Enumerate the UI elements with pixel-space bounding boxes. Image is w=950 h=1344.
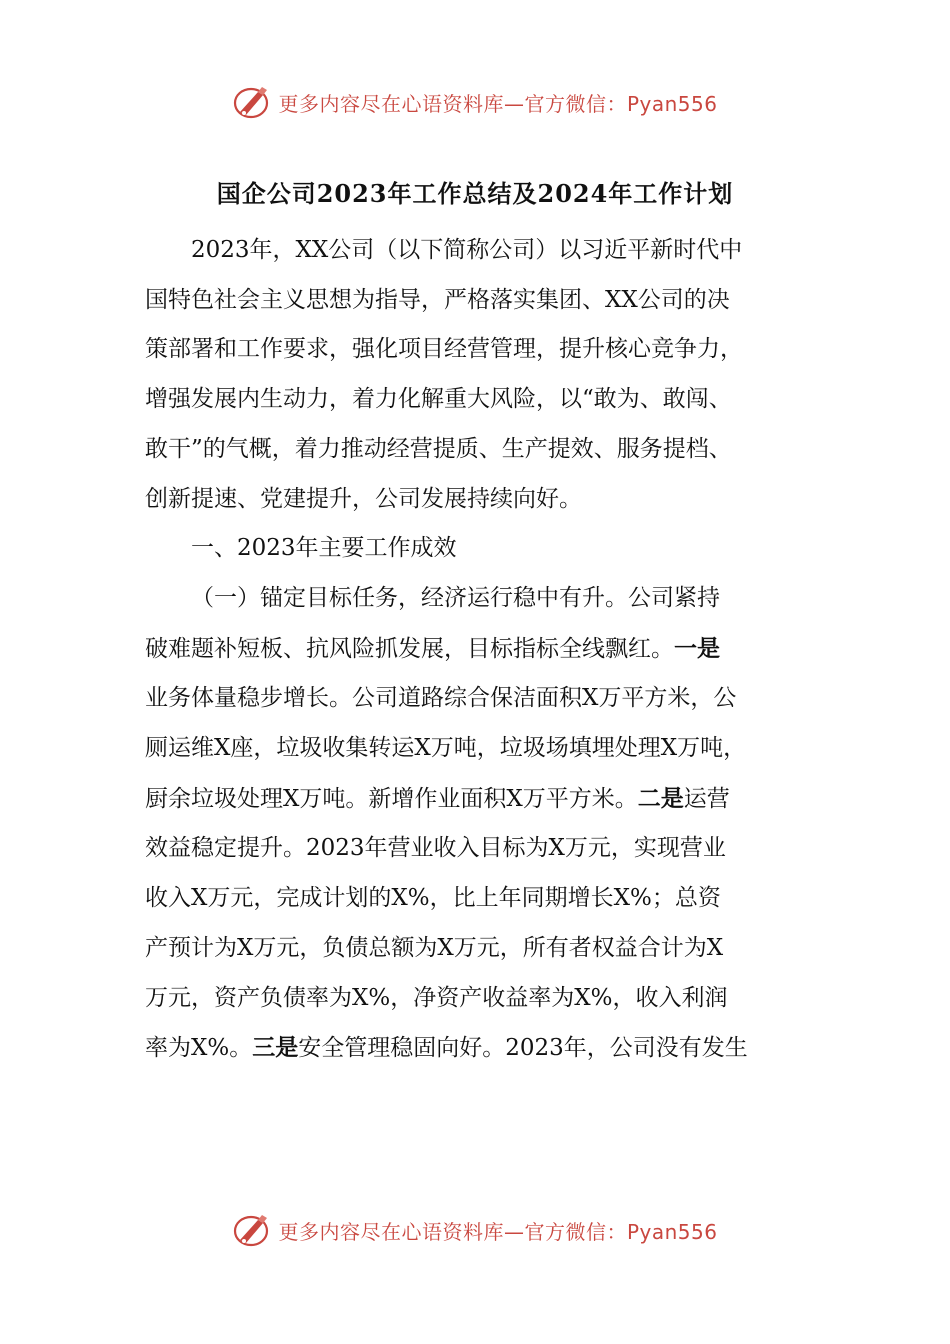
paragraph-line: [145, 624, 807, 675]
bold-marker: 一是: [674, 634, 720, 662]
watermark-text: 更多内容尽在心语资料库—官方微信：Pyan556: [278, 91, 718, 116]
document-body: [145, 226, 807, 1074]
paragraph-line: 收入X万元，完成计划的X%，比上年同期增长X%；总资: [145, 885, 721, 912]
pen-nib-logo-icon: [232, 82, 272, 122]
document-title: 国企公司2023年工作总结及2024年工作计划: [216, 179, 734, 208]
section-heading: 一、2023年主要工作成效: [191, 535, 457, 562]
paragraph-line: 效益稳定提升。2023年营业收入目标为X万元，实现营业: [145, 835, 726, 862]
paragraph-line: 敢干”的气概，着力推动经营提质、生产提效、服务提档、: [145, 435, 732, 462]
text-run: 运营: [683, 785, 730, 812]
paragraph-line: 增强发展内生动力，着力化解重大风险，以“敢为、敢闯、: [145, 386, 732, 413]
paragraph-line: 万元，资产负债率为X%，净资产收益率为X%，收入利润: [145, 984, 728, 1011]
paragraph-line: 产预计为X万元，负债总额为X万元，所有者权益合计为X: [145, 934, 724, 961]
pen-nib-logo-icon: [232, 1210, 272, 1250]
paragraph-line: （一）锚定目标任务，经济运行稳中有升。公司紧持: [191, 584, 720, 611]
paragraph-line: 国特色社会主义思想为指导，严格落实集团、XX公司的决: [145, 286, 730, 313]
paragraph-line: [145, 774, 807, 825]
text-run: 率为X%。: [145, 1035, 253, 1062]
watermark-header: [0, 82, 950, 122]
text-run: 安全管理稳固向好。2023年，公司没有发生: [298, 1035, 748, 1062]
paragraph-line: 策部署和工作要求，强化项目经营管理，提升核心竞争力，: [145, 336, 743, 363]
paragraph-line: [145, 1023, 807, 1074]
watermark-text: 更多内容尽在心语资料库—官方微信：Pyan556: [278, 1219, 718, 1244]
bold-marker: 二是: [637, 784, 684, 812]
paragraph-line: 厕运维X座，垃圾收集转运X万吨，垃圾场填埋处理X万吨，: [145, 735, 747, 762]
text-run: 厨余垃圾处理X万吨。新增作业面积X万平方米。: [145, 785, 638, 812]
paragraph-line: 创新提速、党建提升，公司发展持续向好。: [145, 485, 582, 512]
paragraph-line: 业务体量稳步增长。公司道路综合保洁面积X万平方米，公: [145, 685, 737, 712]
watermark-footer: [0, 1210, 950, 1250]
text-run: 破难题补短板、抗风险抓发展，目标指标全线飘红。: [145, 635, 674, 662]
paragraph-line: 2023年，XX公司（以下简称公司）以习近平新时代中: [191, 237, 743, 263]
bold-marker: 三是: [252, 1034, 299, 1062]
